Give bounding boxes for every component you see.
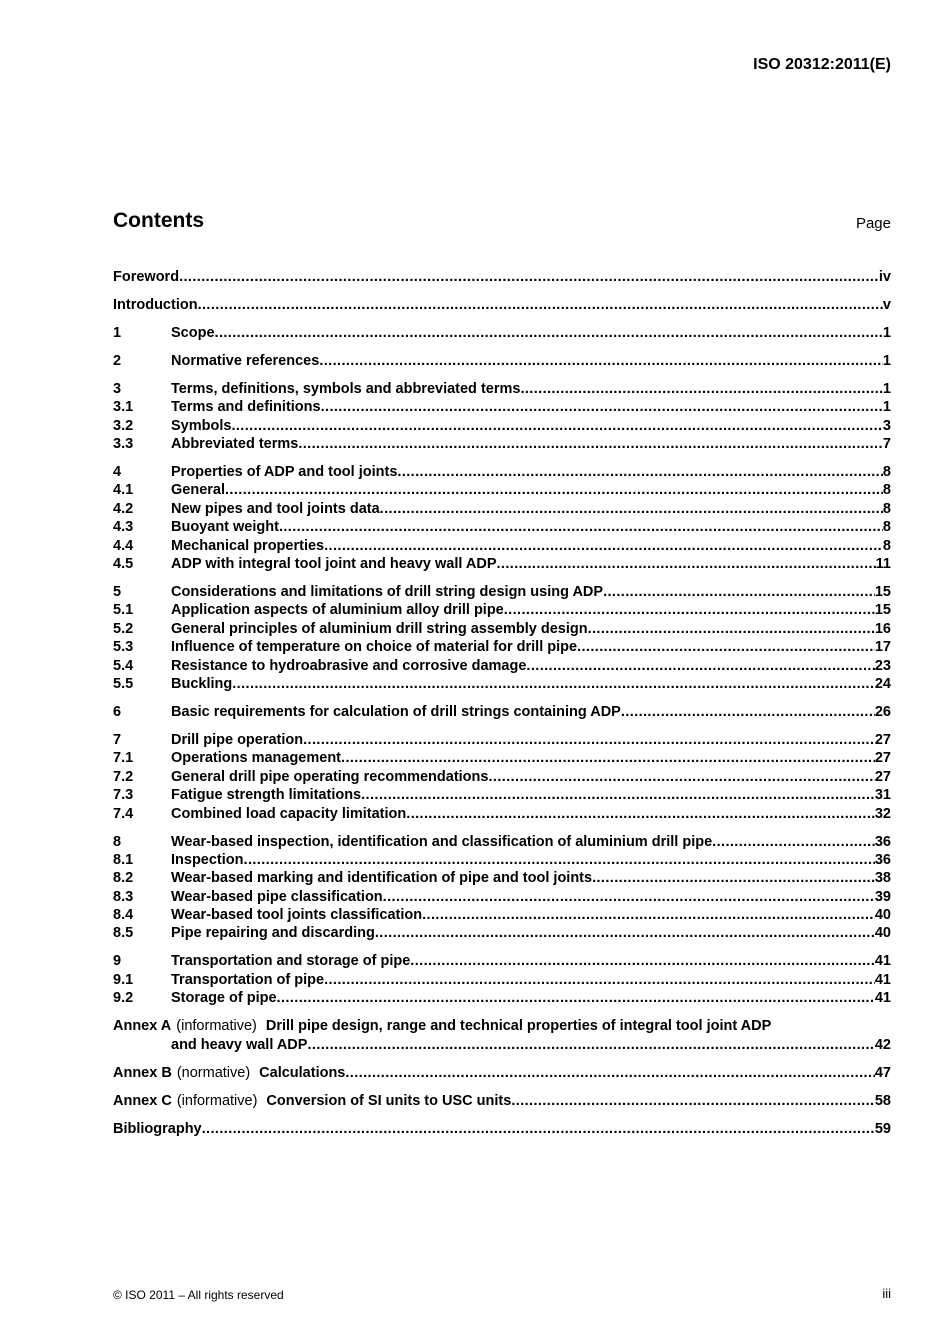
toc-entry[interactable] [113, 786, 891, 804]
toc-entry[interactable] [113, 555, 891, 573]
toc-entry[interactable] [113, 352, 891, 370]
toc-entry-page: 27 [874, 731, 891, 748]
toc-foreword[interactable] [113, 268, 891, 286]
toc-entry-title: Transportation of pipe [171, 971, 325, 988]
toc-entry-title: General principles of aluminium drill string assembly design [171, 620, 588, 637]
toc-entry-title: Application aspects of aluminium alloy drill pipe [171, 602, 504, 619]
toc-entry-title: Operations management [171, 750, 342, 767]
toc-entry-page: 27 [874, 750, 891, 767]
toc-entry-title: Buckling [171, 675, 233, 692]
toc-entry-number: 8.4 [113, 907, 134, 924]
toc-entry-title: ADP with integral tool joint and heavy wall ADP [171, 556, 497, 573]
toc-entry[interactable] [113, 583, 891, 601]
annex-type: (informative) [176, 1092, 258, 1109]
leader-dots [504, 601, 875, 619]
toc-entry[interactable] [113, 657, 891, 675]
toc-entry-page: 42 [874, 1036, 891, 1053]
toc-entry-page: 40 [874, 925, 891, 942]
leader-dots [198, 296, 883, 314]
toc-entry-title: Wear-based inspection, identification and classification of aluminium drill pipe [171, 833, 713, 850]
toc-entry-page: 8 [882, 537, 891, 554]
leader-dots [324, 971, 875, 989]
toc-entry-title: Introduction [113, 296, 198, 313]
leader-dots [410, 952, 875, 970]
toc-entry[interactable] [113, 620, 891, 638]
toc-entry-page: 41 [874, 990, 891, 1007]
leader-dots [319, 352, 883, 370]
toc-entry[interactable] [113, 924, 891, 942]
toc-annex[interactable] [113, 1017, 891, 1035]
toc-entry-number: 5.2 [113, 620, 134, 637]
toc-entry[interactable] [113, 518, 891, 536]
leader-dots [577, 638, 875, 656]
toc-entry[interactable] [113, 601, 891, 619]
toc-entry-number: 8.1 [113, 851, 134, 868]
toc-entry-title: Pipe repairing and discarding [171, 925, 375, 942]
toc-entry-title: Calculations [259, 1064, 346, 1081]
toc-entry-title: Wear-based tool joints classification [171, 907, 423, 924]
toc-entry[interactable] [113, 380, 891, 398]
leader-dots [277, 989, 875, 1007]
toc-entry-page: 41 [874, 953, 891, 970]
toc-entry[interactable] [113, 463, 891, 481]
toc-entry-page: 15 [874, 584, 891, 601]
toc-entry-page: 36 [874, 833, 891, 850]
toc-entry-number: 8.3 [113, 888, 134, 905]
leader-dots [303, 731, 875, 749]
contents-title: Contents [113, 209, 204, 232]
leader-dots [603, 583, 875, 601]
toc-entry-page: 23 [874, 657, 891, 674]
toc-entry-title: Abbreviated terms [171, 436, 299, 453]
toc-entry-page: 16 [874, 620, 891, 637]
toc-entry-number: 9 [113, 953, 122, 970]
toc-entry[interactable] [113, 952, 891, 970]
annex-type: (informative) [176, 1018, 257, 1035]
leader-dots [406, 805, 875, 823]
page-column-label: Page [855, 215, 891, 232]
toc-entry-page: 1 [882, 352, 891, 369]
toc-entry-number: 4 [113, 464, 122, 481]
leader-dots [488, 768, 874, 786]
toc-entry-title: General drill pipe operating recommendations [171, 768, 489, 785]
toc-entry-page: 8 [882, 500, 891, 517]
toc-entry-page: 41 [874, 971, 891, 988]
toc-entry-number: 4.3 [113, 519, 134, 536]
footer-page-number: iii [882, 1286, 891, 1301]
toc-entry-number: 4.1 [113, 482, 134, 499]
toc-entry-page: 36 [874, 851, 891, 868]
toc-entry-title: New pipes and tool joints data [171, 500, 380, 517]
leader-dots [397, 463, 883, 481]
toc-entry[interactable] [113, 869, 891, 887]
toc-entry-page: 1 [882, 324, 891, 341]
leader-dots [279, 518, 883, 536]
toc-entry[interactable] [113, 749, 891, 767]
toc-entry[interactable] [113, 537, 891, 555]
leader-dots [298, 435, 883, 453]
toc-entry-number: 8.5 [113, 925, 134, 942]
annex-label: Annex A [113, 1018, 172, 1035]
toc-entry-page: 38 [874, 870, 891, 887]
leader-dots [621, 703, 875, 721]
toc-entry[interactable] [113, 703, 891, 721]
toc-entry-page: 27 [874, 768, 891, 785]
toc-entry-number: 7.1 [113, 750, 134, 767]
toc-entry-page: 17 [874, 639, 891, 656]
toc-entry-page: 58 [874, 1092, 891, 1109]
toc-entry[interactable] [113, 989, 891, 1007]
leader-dots [712, 833, 875, 851]
toc-entry-page: 32 [874, 805, 891, 822]
toc-entry-title: Bibliography [113, 1120, 202, 1137]
leader-dots [345, 1064, 874, 1082]
toc-entry-number: 4.4 [113, 537, 134, 554]
toc-entry-number: 5.5 [113, 675, 134, 692]
toc-entry-page: 47 [874, 1064, 891, 1081]
toc-annex[interactable] [113, 1064, 891, 1082]
toc-entry-number: 4.5 [113, 556, 134, 573]
toc-entry-title: Basic requirements for calculation of drill strings containing ADP [171, 703, 621, 720]
toc-entry-title: Inspection [171, 851, 244, 868]
toc-entry-page: 1 [882, 399, 891, 416]
toc-entry-title: Drill pipe design, range and technical properties of integral tool joint ADP [265, 1018, 772, 1035]
toc-entry-title: Combined load capacity limitation [171, 805, 407, 822]
toc-entry-number: 2 [113, 352, 122, 369]
leader-dots [422, 906, 875, 924]
leader-dots [526, 657, 874, 675]
leader-dots [361, 786, 875, 804]
leader-dots [511, 1092, 875, 1110]
toc-entry-title: Foreword [113, 269, 180, 285]
toc-entry-number: 4.2 [113, 500, 134, 517]
footer-copyright: © ISO 2011 – All rights reserved [113, 1288, 284, 1302]
toc-entry[interactable] [113, 638, 891, 656]
toc-entry[interactable] [113, 851, 891, 869]
toc-entry[interactable] [113, 906, 891, 924]
toc-entry-number: 3.3 [113, 436, 134, 453]
toc-entry-title: Resistance to hydroabrasive and corrosive damage [171, 657, 527, 674]
document-identifier: ISO 20312:2011(E) [753, 56, 891, 73]
toc-entry[interactable] [113, 435, 891, 453]
toc-entry-page: 26 [874, 703, 891, 720]
toc-entry-number: 7.4 [113, 805, 134, 822]
leader-dots [231, 417, 882, 435]
leader-dots [380, 500, 883, 518]
toc-entry[interactable] [113, 675, 891, 693]
toc-entry[interactable] [113, 481, 891, 499]
toc-entry-page: 31 [874, 787, 891, 804]
toc-entry-title: Wear-based marking and identification of pipe and tool joints [171, 870, 593, 887]
leader-dots [588, 620, 875, 638]
toc-entry[interactable] [113, 731, 891, 749]
toc-entry-number: 7.3 [113, 787, 134, 804]
toc-entry-title: Influence of temperature on choice of material for drill pipe [171, 639, 578, 656]
toc-entry-page: v [882, 296, 891, 313]
toc-entry[interactable] [113, 417, 891, 435]
toc-entry-number: 5.3 [113, 639, 134, 656]
toc-entry-page: 24 [874, 675, 891, 692]
toc-entry-number: 5 [113, 584, 122, 601]
toc-entry-number: 3.1 [113, 399, 134, 416]
toc-bibliography[interactable] [113, 1120, 891, 1138]
leader-dots [179, 268, 879, 286]
toc-entry-page: 59 [874, 1120, 891, 1137]
toc-introduction[interactable] [113, 296, 891, 314]
annex-label: Annex C [113, 1092, 172, 1109]
toc-entry-number: 8 [113, 833, 122, 850]
toc-entry-page: iv [878, 269, 891, 285]
toc-entry-page: 8 [882, 464, 891, 481]
toc-annex[interactable] [113, 1092, 891, 1110]
toc-entry-title: Wear-based pipe classification [171, 888, 383, 905]
leader-dots [202, 1120, 875, 1138]
toc-entry-title: Buoyant weight [171, 519, 279, 536]
toc-entry-title: Properties of ADP and tool joints [171, 464, 398, 481]
leader-dots [375, 924, 875, 942]
toc-entry-title: Transportation and storage of pipe [171, 953, 411, 970]
toc-entry-number: 3.2 [113, 417, 134, 434]
annex-label: Annex B [113, 1064, 172, 1081]
leader-dots [324, 537, 883, 555]
toc-entry-number: 3 [113, 380, 122, 397]
toc-entry[interactable] [113, 833, 891, 851]
toc-entry-number: 7 [113, 731, 122, 748]
toc-entry-page: 40 [874, 907, 891, 924]
toc-entry-page: 8 [882, 519, 891, 536]
toc-entry[interactable] [113, 398, 891, 416]
toc-entry-title: Symbols [171, 417, 232, 434]
toc-entry-page: 15 [874, 602, 891, 619]
toc-entry-page: 1 [882, 380, 891, 397]
leader-dots [244, 851, 875, 869]
annex-type: (normative) [176, 1064, 251, 1081]
toc-entry-title: General [171, 482, 225, 499]
toc-entry-number: 9.1 [113, 971, 134, 988]
toc-entry-page: 3 [882, 417, 891, 434]
toc-entry-title: Terms, definitions, symbols and abbreviated terms [171, 380, 521, 397]
toc-entry-page: 11 [875, 556, 891, 573]
toc-entry[interactable] [113, 768, 891, 786]
toc-entry-page: 39 [874, 888, 891, 905]
leader-dots [592, 869, 875, 887]
toc-entry-title: Conversion of SI units to USC units [266, 1092, 512, 1109]
leader-dots [215, 324, 883, 342]
leader-dots [520, 380, 882, 398]
toc-entry-page: 8 [882, 482, 891, 499]
toc-entry-title: Storage of pipe [171, 990, 277, 1007]
toc-entry-title: Fatigue strength limitations [171, 787, 362, 804]
table-of-contents [113, 268, 891, 1138]
toc-entry-title: Mechanical properties [171, 537, 325, 554]
toc-entry-title: Drill pipe operation [171, 731, 304, 748]
toc-entry-number: 9.2 [113, 990, 134, 1007]
toc-entry-title: and heavy wall ADP [171, 1036, 308, 1053]
toc-entry-title: Normative references [171, 352, 320, 369]
leader-dots [232, 675, 875, 693]
toc-entry-number: 8.2 [113, 870, 134, 887]
leader-dots [497, 555, 876, 573]
toc-entry[interactable] [113, 888, 891, 906]
leader-dots [341, 749, 875, 767]
leader-dots [307, 1036, 874, 1054]
leader-dots [383, 888, 875, 906]
toc-entry-number: 5.1 [113, 602, 134, 619]
toc-entry-title: Terms and definitions [171, 399, 321, 416]
toc-entry[interactable] [113, 805, 891, 823]
leader-dots [321, 398, 883, 416]
toc-entry[interactable] [113, 324, 891, 342]
toc-entry-title: Scope [171, 324, 215, 341]
toc-entry-page: 7 [882, 436, 891, 453]
toc-entry-title: Considerations and limitations of drill string design using ADP [171, 584, 604, 601]
toc-annex-continuation[interactable] [113, 1036, 891, 1054]
leader-dots [225, 481, 883, 499]
toc-entry-number: 1 [113, 324, 122, 341]
toc-entry-number: 5.4 [113, 657, 134, 674]
toc-entry-number: 6 [113, 703, 122, 720]
toc-entry[interactable] [113, 971, 891, 989]
toc-entry[interactable] [113, 500, 891, 518]
toc-entry-number: 7.2 [113, 768, 134, 785]
